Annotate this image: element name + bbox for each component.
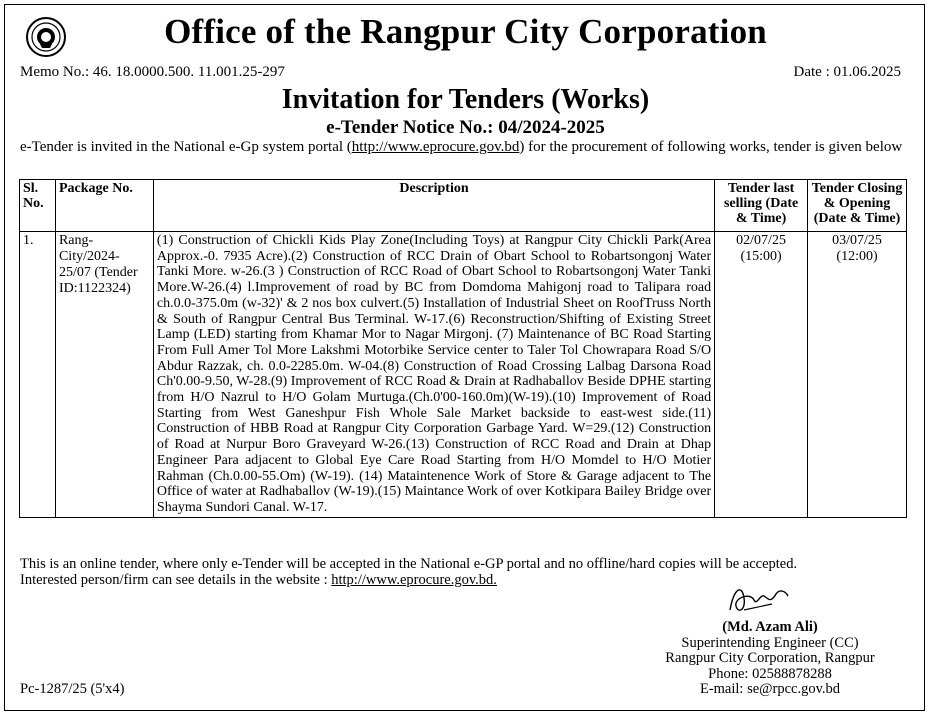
closing-time: (12:00) [836,249,878,264]
closing-date: 03/07/25 [832,233,882,248]
row-sl-no: 1. [20,232,56,518]
memo-number: Memo No.: 46. 18.0000.500. 11.001.25-297 [20,64,285,80]
signatory-organization: Rangpur City Corporation, Rangpur [665,650,875,666]
signatory-designation: Superintending Engineer (CC) [681,634,859,651]
row-last-selling [715,232,808,518]
intro-text-before: e-Tender is invited in the National e-Gp system portal ( [20,139,352,155]
tender-table [19,179,907,518]
notice-date: Date : 01.06.2025 [793,64,901,80]
last-selling-time: (15:00) [740,249,782,264]
signatory-name: (Md. Azam Ali) [722,619,818,635]
signatory-block [640,620,900,698]
row-closing-opening [808,232,907,518]
header-description: Description [153,180,714,232]
row-description: (1) Construction of Chickli Kids Play Zone(Including Toys) at Rangpur City Chickli Park(Area Approx.-0. 7935 Acre).(2) Construction of RCC Drain of Obart School to Robartsongonj Water Tanki More. w-26.(3 ) Construction of RCC Road of Obart School to Robartsongonj Water Tanki More.W-26.(4) l.Improvement of road by BC from Domdoma Mahigonj road to Talipara road ch.0.0-375.0m (w-32)' & 2 nos box culvert.(5) Installation of Industrial Sheet on RoofTruss North & South of Rangpur Central Bus Terminal. W-17.(6) Reconstruction/Shifting of Existing Street Lamp (LED) starting from Khamar Mor to Nagar Mirgonj. (7) Maintenance of BC Road Starting From Full Amer Tol More Lakshmi Motorbike Service center to Taler Tol Chowrapara Road S/O Abdur Razzak, ch. 0.0-2285.0m. W-04.(8) Construction of Road Crossing Lalbag Darsona Road Ch'0.00-9.50, W-28.(9) Improvement of RCC Road & Drain at Radhaballov Beside DPHE starting from H/O Nazrul to H/O Golam Murtuga.(Ch.0'00-160.0m)(W-19).(10) Improvement of Road Starting from West Ganeshpur Fish Whole Sale Market backside to east-west side.(11) Construction of HBB Road at Rangpur City Corporation Garbage Yard. W=29.(12) Construction of Road at Nurpur Boro Graveyard W-26.(13) Construction of RCC Road and Drain at Dhap Engineer Para adjacent to Global Eye Care Road Starting from H/O Momdel to H/O Motier Rahman (Ch.0.00-55.Om) (W-19). (14) Mataintenence Work of Store & Garage adjacent to The Office of water at Radhaballov (W-19).(15) Maintance Work of over Kotkipara Bailey Bridge over Shayma Sundori Canal. W-17. [153,232,714,518]
office-title: Office of the Rangpur City Corporation [164,12,767,51]
row-package-no: Rang-City/2024-25/07 (Tender ID:1122324) [55,232,153,518]
table-row [20,232,907,518]
signatory-phone: Phone: 02588878288 [708,665,832,682]
website-link[interactable]: http://www.eprocure.gov.bd. [331,572,497,588]
handwritten-signature [724,580,794,620]
website-note-prefix: Interested person/firm can see details in the website : [20,572,332,588]
signatory-email: E-mail: se@rpcc.gov.bd [699,681,841,697]
header-package-no: Package No. [55,180,153,232]
invitation-title: Invitation for Tenders (Works) [281,84,650,115]
header-last-selling: Tender last selling (Date & Time) [715,180,808,232]
tender-notice-number: e-Tender Notice No.: 04/2024-2025 [326,117,605,138]
intro-paragraph [20,139,908,156]
eprocure-link[interactable]: http://www.eprocure.gov.bd [351,139,520,155]
intro-text-after: ) for the procurement of following works, tender is given below [519,139,903,155]
pc-number: Pc-1287/25 (5'x4) [20,681,125,697]
header-closing-opening: Tender Closing & Opening (Date & Time) [808,180,907,232]
table-header-row [20,180,907,232]
header-sl-no: Sl. No. [20,180,56,232]
online-tender-note: This is an online tender, where only e-Tender will be accepted in the National e-GP portal and no offline/hard copies will be accepted. [20,556,798,572]
last-selling-date: 02/07/25 [736,233,786,248]
